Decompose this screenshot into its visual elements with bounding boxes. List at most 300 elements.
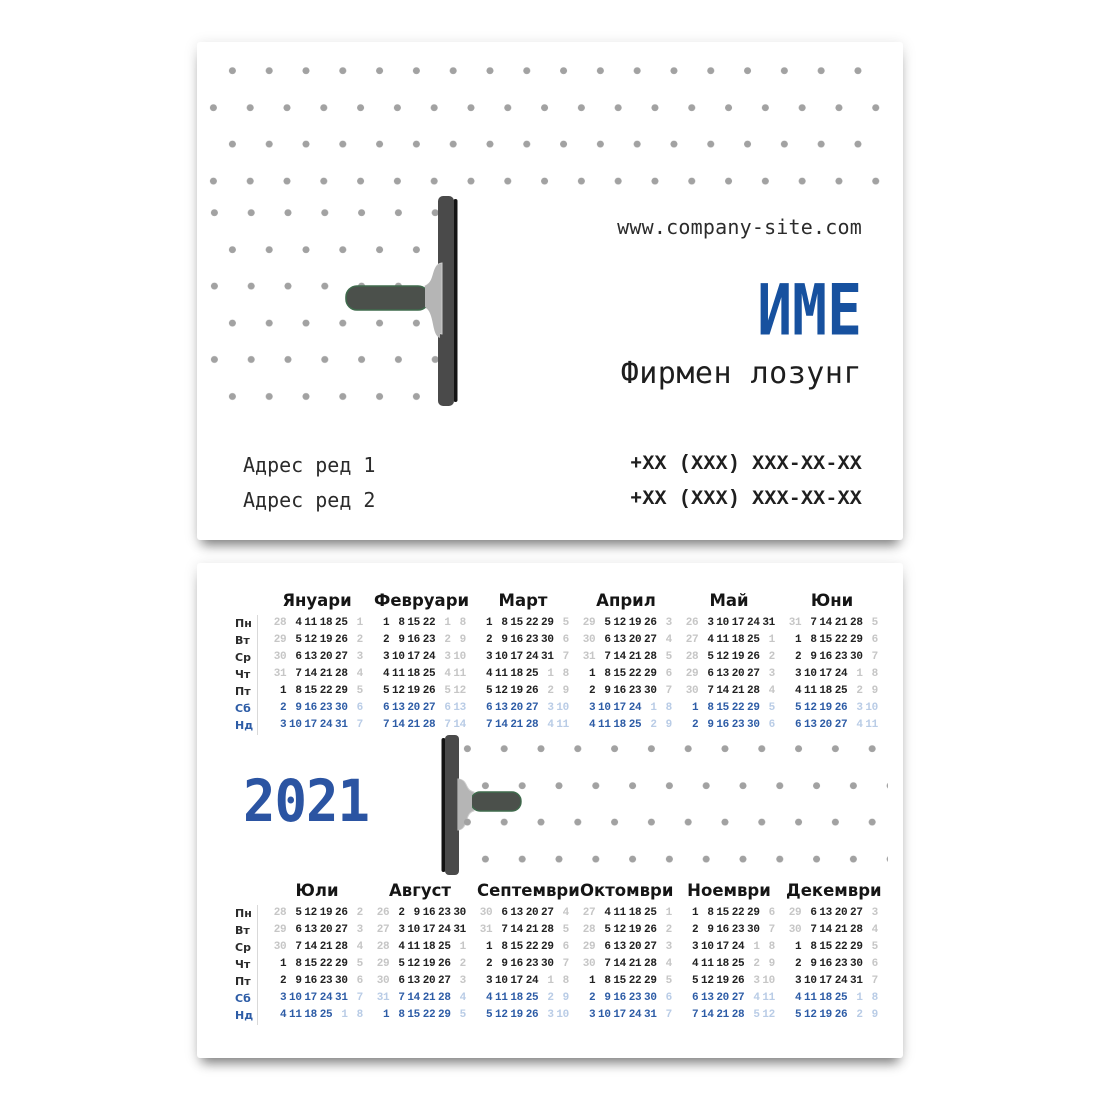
day-cell: 3 — [692, 941, 699, 953]
weekday-date-row — [374, 905, 466, 922]
day-cell: 1 — [383, 617, 390, 629]
day-cell: 18 — [628, 907, 642, 919]
day-cell: 13 — [453, 702, 466, 714]
day-cell: 25 — [422, 668, 436, 680]
day-cell: 7 — [501, 924, 508, 936]
day-cell: 27 — [731, 992, 745, 1004]
day-cell: 28 — [335, 941, 348, 953]
day-cell: 3 — [486, 651, 493, 663]
weekday-date-row — [271, 632, 363, 649]
day-cell: 27 — [335, 924, 348, 936]
day-cell: 19 — [319, 907, 333, 919]
weekday-date-row — [786, 1007, 878, 1024]
day-cell: 2 — [547, 685, 554, 697]
day-cell: 22 — [319, 958, 333, 970]
day-cell: 8 — [707, 907, 714, 919]
day-cell: 2 — [459, 958, 466, 970]
month-name: Юни — [810, 591, 854, 610]
day-cell: 15 — [510, 617, 523, 629]
weekday-date-row — [683, 615, 775, 632]
day-cell: 27 — [747, 668, 760, 680]
day-cell: 7 — [383, 719, 390, 731]
day-cell: 6 — [768, 719, 775, 731]
day-cell: 27 — [438, 975, 451, 987]
day-cell: 19 — [628, 617, 642, 629]
day-cell: 7 — [356, 719, 363, 731]
day-cell: 28 — [582, 924, 596, 936]
day-cell: 3 — [356, 924, 363, 936]
day-cell: 13 — [304, 651, 317, 663]
day-cell: 1 — [547, 975, 554, 987]
weekday-date-row — [786, 683, 878, 700]
day-cell: 15 — [819, 634, 832, 646]
day-cell: 6 — [665, 668, 672, 680]
day-cell: 6 — [486, 702, 493, 714]
day-cell: 21 — [716, 1009, 729, 1021]
weekday-labels — [235, 615, 255, 734]
day-cell: 6 — [501, 907, 508, 919]
day-cell: 25 — [747, 634, 760, 646]
day-cell: 30 — [335, 702, 348, 714]
day-cell: 6 — [795, 719, 802, 731]
day-cell: 6 — [444, 702, 451, 714]
day-cell: 13 — [407, 975, 420, 987]
month-block — [580, 591, 672, 734]
day-cell: 6 — [665, 992, 672, 1004]
weekday-date-row — [580, 922, 672, 939]
month-block — [374, 591, 470, 734]
day-cell: 10 — [453, 651, 466, 663]
day-cell: 29 — [335, 685, 348, 697]
day-cell: 16 — [613, 685, 626, 697]
day-cell: 4 — [795, 685, 802, 697]
day-cell: 27 — [422, 702, 436, 714]
weekday-date-row — [374, 939, 466, 956]
day-cell: 7 — [707, 685, 714, 697]
day-cell: 6 — [604, 634, 611, 646]
day-cell: 30 — [788, 924, 802, 936]
month-name: Септември — [477, 881, 580, 900]
day-cell: 13 — [510, 907, 523, 919]
day-cell: 29 — [438, 1009, 451, 1021]
day-cell: 12 — [701, 975, 714, 987]
day-cell: 8 — [707, 702, 714, 714]
day-cell: 31 — [850, 975, 863, 987]
day-cell: 10 — [407, 924, 420, 936]
day-cell: 29 — [582, 941, 596, 953]
day-cell: 2 — [280, 702, 287, 714]
day-cell: 8 — [356, 1009, 363, 1021]
day-cell: 7 — [810, 617, 817, 629]
day-cell: 12 — [716, 651, 729, 663]
day-cell: 4 — [459, 992, 466, 1004]
day-cell: 4 — [589, 719, 596, 731]
weekday-date-row — [477, 939, 569, 956]
day-cell: 20 — [525, 907, 539, 919]
day-cell: 31 — [582, 651, 596, 663]
day-cell: 5 — [795, 702, 802, 714]
day-cell: 26 — [438, 958, 451, 970]
day-cell: 29 — [335, 958, 348, 970]
day-cell: 4 — [871, 924, 878, 936]
day-cell: 16 — [510, 634, 523, 646]
day-cell: 9 — [562, 685, 569, 697]
day-cell: 20 — [628, 941, 642, 953]
weekday-label: Вт — [235, 634, 250, 647]
day-cell: 8 — [459, 617, 466, 629]
weekday-date-row — [477, 956, 569, 973]
weekday-date-row — [374, 666, 466, 683]
weekday-date-row — [786, 905, 878, 922]
weekday-date-row — [271, 649, 363, 666]
day-cell: 6 — [295, 651, 302, 663]
day-cell: 11 — [495, 992, 508, 1004]
day-cell: 6 — [810, 907, 817, 919]
day-cell: 29 — [541, 941, 554, 953]
day-cell: 20 — [628, 634, 642, 646]
day-cell: 4 — [707, 634, 714, 646]
day-cell: 23 — [438, 907, 451, 919]
day-cell: 7 — [871, 651, 878, 663]
weekday-date-row — [786, 615, 878, 632]
dot-pattern — [460, 737, 888, 867]
day-cell: 30 — [644, 992, 657, 1004]
weekday-label: Чт — [235, 668, 251, 681]
weekday-date-row — [683, 1007, 775, 1024]
day-cell: 20 — [319, 924, 333, 936]
day-cell: 7 — [871, 975, 878, 987]
weekday-label: Ср — [235, 941, 251, 954]
day-cell: 9 — [707, 719, 714, 731]
month-name: Януари — [282, 591, 352, 610]
day-cell: 4 — [795, 992, 802, 1004]
weekday-date-row — [374, 956, 466, 973]
weekday-label: Сб — [235, 992, 251, 1005]
day-cell: 5 — [692, 975, 699, 987]
day-cell: 3 — [753, 975, 760, 987]
day-cell: 16 — [304, 975, 317, 987]
day-cell: 11 — [289, 1009, 302, 1021]
weekday-date-row — [580, 632, 672, 649]
weekday-date-row — [477, 922, 569, 939]
weekday-date-row — [580, 939, 672, 956]
day-cell: 12 — [495, 1009, 508, 1021]
day-cell: 30 — [644, 685, 657, 697]
day-cell: 4 — [604, 907, 611, 919]
month-name: Юли — [295, 881, 339, 900]
day-cell: 12 — [304, 907, 317, 919]
day-cell: 6 — [398, 975, 405, 987]
day-cell: 29 — [747, 702, 760, 714]
day-cell: 13 — [716, 668, 729, 680]
day-cell: 14 — [701, 1009, 714, 1021]
day-cell: 6 — [768, 907, 775, 919]
day-cell: 28 — [747, 685, 760, 697]
phone-number-1: +XX (XXX) XXX-XX-XX — [630, 453, 862, 476]
day-cell: 20 — [407, 702, 420, 714]
day-cell: 21 — [319, 668, 333, 680]
month-name: Ноември — [687, 881, 771, 900]
day-cell: 1 — [856, 992, 863, 1004]
day-cell: 2 — [383, 634, 390, 646]
day-cell: 7 — [665, 685, 672, 697]
day-cell: 29 — [747, 907, 760, 919]
day-cell: 14 — [819, 617, 832, 629]
day-cell: 6 — [871, 634, 878, 646]
day-cell: 5 — [665, 651, 672, 663]
day-cell: 19 — [510, 1009, 523, 1021]
day-cell: 4 — [356, 668, 363, 680]
weekday-label: Пн — [235, 907, 252, 920]
company-name: ИМЕ — [757, 268, 862, 352]
weekday-label: Пн — [235, 617, 252, 630]
weekday-date-row — [477, 717, 569, 734]
day-cell: 1 — [768, 634, 775, 646]
day-cell: 31 — [644, 1009, 657, 1021]
day-cell: 18 — [716, 958, 729, 970]
day-cell: 8 — [604, 668, 611, 680]
month-block — [683, 881, 775, 1024]
day-cell: 4 — [562, 907, 569, 919]
month-block — [477, 591, 569, 734]
day-cell: 3 — [795, 975, 802, 987]
day-cell: 6 — [604, 941, 611, 953]
day-cell: 15 — [510, 941, 523, 953]
card-front — [197, 42, 903, 540]
day-cell: 8 — [810, 634, 817, 646]
day-cell: 15 — [613, 975, 626, 987]
day-cell: 24 — [319, 719, 333, 731]
day-cell: 10 — [865, 702, 878, 714]
day-cell: 15 — [819, 941, 832, 953]
day-cell: 2 — [486, 634, 493, 646]
weekday-date-row — [271, 700, 363, 717]
day-cell: 11 — [613, 907, 626, 919]
day-cell: 12 — [762, 1009, 775, 1021]
day-cell: 26 — [731, 975, 745, 987]
day-cell: 7 — [810, 924, 817, 936]
divider-line — [257, 615, 258, 735]
weekday-date-row — [580, 666, 672, 683]
day-cell: 17 — [304, 992, 317, 1004]
day-cell: 2 — [650, 719, 657, 731]
dot-pattern — [207, 52, 891, 194]
weekday-date-row — [271, 990, 363, 1007]
day-cell: 1 — [356, 617, 363, 629]
weekday-date-row — [374, 1007, 466, 1024]
month-name: Август — [389, 881, 451, 900]
day-cell: 5 — [665, 975, 672, 987]
day-cell: 12 — [495, 685, 508, 697]
weekday-date-row — [374, 649, 466, 666]
weekday-label: Вт — [235, 924, 250, 937]
day-cell: 6 — [295, 924, 302, 936]
day-cell: 16 — [819, 651, 832, 663]
day-cell: 8 — [562, 975, 569, 987]
day-cell: 9 — [562, 992, 569, 1004]
day-cell: 5 — [604, 924, 611, 936]
day-cell: 30 — [685, 685, 699, 697]
day-cell: 7 — [444, 719, 451, 731]
day-cell: 30 — [850, 958, 863, 970]
day-cell: 11 — [453, 668, 466, 680]
weekday-date-row — [374, 717, 466, 734]
day-cell: 5 — [383, 685, 390, 697]
day-cell: 9 — [501, 634, 508, 646]
day-cell: 1 — [459, 941, 466, 953]
day-cell: 12 — [613, 617, 626, 629]
day-cell: 28 — [644, 651, 657, 663]
day-cell: 19 — [628, 924, 642, 936]
weekday-date-row — [683, 632, 775, 649]
day-cell: 17 — [613, 702, 626, 714]
day-cell: 4 — [547, 719, 554, 731]
day-cell: 9 — [871, 1009, 878, 1021]
day-cell: 9 — [295, 975, 302, 987]
day-cell: 3 — [444, 651, 451, 663]
day-cell: 1 — [589, 668, 596, 680]
day-cell: 1 — [692, 907, 699, 919]
day-cell: 3 — [589, 702, 596, 714]
day-cell: 6 — [356, 975, 363, 987]
day-cell: 5 — [459, 1009, 466, 1021]
day-cell: 12 — [804, 1009, 817, 1021]
day-cell: 18 — [510, 992, 523, 1004]
month-name: Декември — [786, 881, 882, 900]
month-block — [786, 591, 878, 734]
day-cell: 16 — [407, 634, 420, 646]
day-cell: 22 — [834, 941, 848, 953]
day-cell: 5 — [707, 651, 714, 663]
day-cell: 5 — [295, 634, 302, 646]
day-cell: 15 — [304, 958, 317, 970]
day-cell: 22 — [525, 941, 539, 953]
day-cell: 11 — [701, 958, 714, 970]
weekday-date-row — [786, 956, 878, 973]
day-cell: 10 — [598, 1009, 611, 1021]
day-cell: 28 — [850, 617, 863, 629]
day-cell: 28 — [422, 719, 436, 731]
day-cell: 23 — [834, 958, 848, 970]
month-block — [271, 591, 363, 734]
day-cell: 3 — [459, 975, 466, 987]
day-cell: 13 — [613, 634, 626, 646]
weekday-label: Нд — [235, 719, 254, 732]
day-cell: 8 — [768, 941, 775, 953]
day-cell: 24 — [834, 975, 848, 987]
day-cell: 26 — [685, 617, 699, 629]
day-cell: 11 — [407, 941, 420, 953]
day-cell: 12 — [407, 958, 420, 970]
day-cell: 21 — [628, 651, 642, 663]
day-cell: 22 — [628, 668, 642, 680]
month-block — [683, 591, 775, 734]
day-cell: 10 — [556, 702, 569, 714]
day-cell: 5 — [768, 702, 775, 714]
weekday-date-row — [477, 973, 569, 990]
day-cell: 4 — [398, 941, 405, 953]
months-jul-dec — [260, 881, 882, 1024]
day-cell: 9 — [665, 719, 672, 731]
day-cell: 14 — [495, 719, 508, 731]
day-cell: 9 — [707, 924, 714, 936]
weekday-labels — [235, 905, 255, 1024]
day-cell: 19 — [422, 958, 436, 970]
day-cell: 19 — [510, 685, 523, 697]
day-cell: 10 — [701, 941, 714, 953]
day-cell: 9 — [768, 958, 775, 970]
day-cell: 14 — [392, 719, 405, 731]
day-cell: 29 — [850, 941, 863, 953]
day-cell: 2 — [856, 1009, 863, 1021]
day-cell: 30 — [747, 924, 760, 936]
weekday-label: Нд — [235, 1009, 254, 1022]
company-website: www.company-site.com — [617, 215, 862, 239]
day-cell: 3 — [547, 702, 554, 714]
day-cell: 20 — [819, 719, 832, 731]
day-cell: 18 — [731, 634, 745, 646]
day-cell: 24 — [731, 941, 745, 953]
day-cell: 26 — [747, 651, 760, 663]
day-cell: 15 — [304, 685, 317, 697]
day-cell: 3 — [795, 668, 802, 680]
day-cell: 18 — [422, 941, 436, 953]
day-cell: 19 — [819, 702, 832, 714]
day-cell: 28 — [850, 924, 863, 936]
month-block — [271, 881, 363, 1024]
day-cell: 28 — [335, 668, 348, 680]
day-cell: 14 — [716, 685, 729, 697]
day-cell: 24 — [525, 975, 539, 987]
month-name: Април — [596, 591, 656, 610]
day-cell: 6 — [383, 702, 390, 714]
day-cell: 14 — [510, 924, 523, 936]
day-cell: 8 — [810, 941, 817, 953]
day-cell: 29 — [376, 958, 390, 970]
day-cell: 7 — [604, 651, 611, 663]
day-cell: 10 — [495, 651, 508, 663]
day-cell: 18 — [319, 617, 333, 629]
day-cell: 9 — [810, 958, 817, 970]
day-cell: 12 — [804, 702, 817, 714]
day-cell: 27 — [376, 924, 390, 936]
day-cell: 6 — [356, 702, 363, 714]
day-cell: 17 — [407, 651, 420, 663]
weekday-date-row — [374, 615, 466, 632]
day-cell: 31 — [376, 992, 390, 1004]
weekday-date-row — [683, 939, 775, 956]
weekday-date-row — [580, 973, 672, 990]
weekday-date-row — [786, 717, 878, 734]
day-cell: 20 — [422, 975, 436, 987]
weekday-date-row — [271, 905, 363, 922]
day-cell: 22 — [525, 617, 539, 629]
weekday-date-row — [271, 615, 363, 632]
day-cell: 16 — [716, 719, 729, 731]
day-cell: 21 — [834, 924, 848, 936]
day-cell: 29 — [644, 668, 657, 680]
day-cell: 1 — [856, 668, 863, 680]
day-cell: 25 — [335, 617, 348, 629]
day-cell: 8 — [604, 975, 611, 987]
day-cell: 17 — [510, 975, 523, 987]
weekday-date-row — [271, 717, 363, 734]
year-label: 2021 — [243, 766, 370, 835]
day-cell: 2 — [398, 907, 405, 919]
day-cell: 22 — [731, 702, 745, 714]
day-cell: 21 — [319, 941, 333, 953]
day-cell: 5 — [295, 907, 302, 919]
